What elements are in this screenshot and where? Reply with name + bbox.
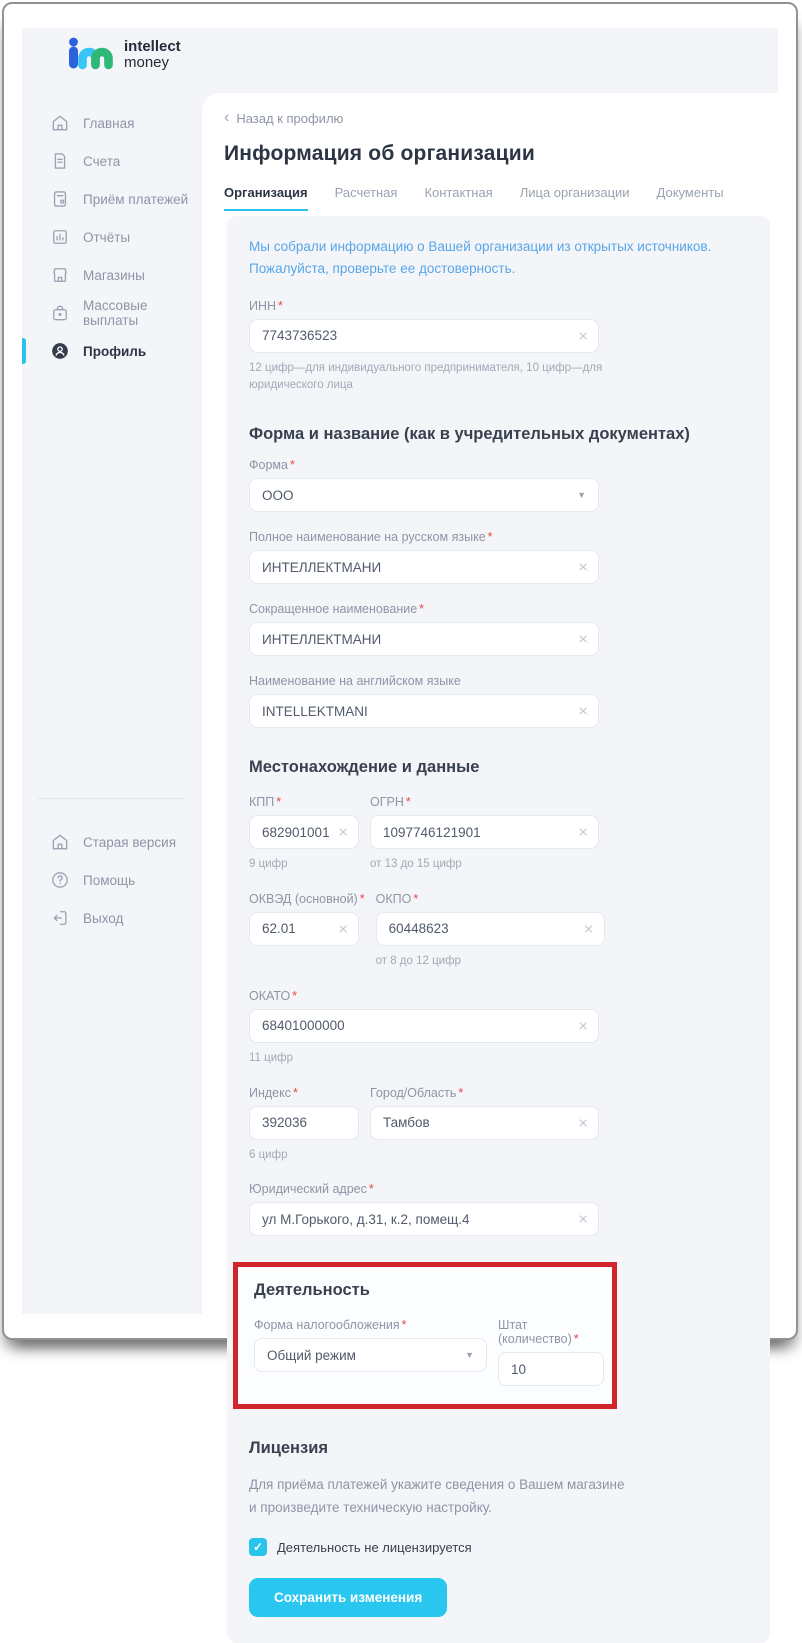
- tab-bar: [224, 185, 778, 211]
- tab-org-persons[interactable]: Лица организации: [519, 185, 630, 200]
- sidebar-item-label: Старая версия: [83, 834, 177, 850]
- tax-form-select[interactable]: [254, 1338, 487, 1372]
- license-line-1: Для приёма платежей укажите сведения о Вашем магазине: [249, 1477, 625, 1493]
- section-title-license: Лицензия: [249, 1439, 328, 1458]
- brand-bottom: money: [124, 54, 170, 71]
- sidebar-item-shops[interactable]: [22, 256, 202, 294]
- sidebar-item-label: Счета: [83, 153, 121, 169]
- app-window: [22, 28, 778, 1606]
- inn-hint: 12 цифр—для индивидуального предпринимателя, 10 цифр—для юридического лица: [249, 361, 603, 392]
- full-name-field: [249, 530, 748, 584]
- sidebar-item-label: Выход: [83, 910, 124, 926]
- staff-count-label: Штат (количество): [498, 1318, 572, 1347]
- section-title-name: Форма и название (как в учредительных документах): [249, 425, 690, 444]
- active-indicator: [22, 338, 26, 364]
- required-mark: *: [359, 891, 365, 906]
- required-mark: *: [419, 602, 425, 617]
- okpo-input[interactable]: [377, 913, 604, 945]
- payouts-icon: [50, 303, 70, 323]
- clear-icon[interactable]: ×: [578, 822, 588, 842]
- required-mark: *: [458, 1085, 464, 1100]
- back-link-label: Назад к профилю: [236, 110, 344, 126]
- sidebar-item-logout[interactable]: [22, 899, 202, 937]
- sidebar-item-payments[interactable]: [22, 180, 202, 218]
- english-name-input[interactable]: [250, 695, 598, 727]
- required-mark: *: [573, 1332, 579, 1347]
- inn-input[interactable]: [250, 320, 598, 352]
- sidebar-item-reports[interactable]: [22, 218, 202, 256]
- sidebar-item-label: Главная: [83, 115, 135, 131]
- tab-contact[interactable]: Контактная: [424, 185, 493, 200]
- required-mark: *: [368, 1182, 374, 1197]
- sidebar-item-main[interactable]: [22, 104, 202, 142]
- forma-select-value[interactable]: [250, 479, 598, 511]
- sidebar-item-label: Приём платежей: [83, 191, 189, 207]
- clear-icon[interactable]: ×: [583, 919, 594, 939]
- okato-label: ОКАТО: [249, 988, 291, 1003]
- okato-hint: 11 цифр: [249, 1051, 294, 1064]
- sidebar-item-help[interactable]: [22, 861, 202, 899]
- english-name-label: Наименование на английском языке: [249, 674, 461, 689]
- okpo-label: ОКПО: [375, 891, 412, 906]
- postal-code-hint: 6 цифр: [249, 1148, 288, 1161]
- okato-input[interactable]: [250, 1010, 598, 1042]
- kpp-hint: 9 цифр: [249, 858, 288, 871]
- sidebar-nav: [22, 104, 202, 370]
- tab-organization[interactable]: Организация: [224, 185, 308, 211]
- license-checkbox-label: Деятельность не лицензируется: [277, 1539, 472, 1555]
- clear-icon[interactable]: ×: [338, 822, 348, 842]
- check-icon: ✓: [252, 1540, 264, 1555]
- required-mark: *: [276, 795, 282, 810]
- home-icon: [50, 832, 70, 852]
- required-mark: *: [292, 988, 298, 1003]
- sidebar-item-payouts[interactable]: [22, 294, 202, 332]
- sidebar-item-label: Магазины: [83, 267, 145, 283]
- short-name-label: Сокращенное наименование: [249, 602, 418, 617]
- intellectmoney-logo[interactable]: [66, 36, 181, 74]
- okpo-hint: от 8 до 12 цифр: [375, 954, 461, 967]
- license-checkbox-row[interactable]: [249, 1538, 748, 1556]
- red-annotation-box: [233, 1262, 617, 1409]
- clear-icon[interactable]: ×: [338, 919, 348, 939]
- tax-form-field: [254, 1318, 487, 1386]
- chevron-down-icon: ▼: [577, 489, 586, 500]
- notice-line-1: Мы собрали информацию о Вашей организации из открытых источников.: [249, 239, 712, 254]
- clear-icon[interactable]: ×: [578, 1113, 588, 1133]
- logout-icon: [50, 908, 70, 928]
- ogrn-input[interactable]: [371, 816, 598, 848]
- inn-field: [249, 299, 748, 396]
- postal-code-field: [249, 1086, 359, 1165]
- license-line-2: и произведите техническую настройку.: [249, 1500, 492, 1516]
- postal-code-input[interactable]: [250, 1107, 358, 1139]
- okved-label: ОКВЭД (основной): [249, 891, 358, 906]
- full-name-label: Полное наименование на русском языке: [249, 530, 486, 545]
- legal-address-label: Юридический адрес: [249, 1182, 367, 1197]
- brand-name: [124, 39, 181, 71]
- tax-form-label: Форма налогообложения: [254, 1318, 400, 1333]
- required-mark: *: [293, 1085, 298, 1100]
- okpo-field: [376, 892, 605, 971]
- inn-label: ИНН: [249, 298, 277, 313]
- clear-icon[interactable]: ×: [578, 629, 588, 649]
- license-checkbox[interactable]: [249, 1538, 267, 1556]
- ogrn-field: [370, 795, 599, 874]
- reports-icon: [50, 227, 70, 247]
- full-name-input[interactable]: [250, 551, 598, 583]
- help-icon: [50, 870, 70, 890]
- chevron-down-icon: ▼: [465, 1350, 474, 1361]
- back-to-profile-link[interactable]: [224, 110, 343, 126]
- clear-icon[interactable]: ×: [578, 557, 588, 577]
- logo-mark-icon: [66, 36, 114, 74]
- sidebar-item-profile[interactable]: [22, 332, 202, 370]
- forma-field: [249, 458, 748, 512]
- main-panel: [202, 93, 778, 1606]
- chevron-left-icon: ‹: [224, 109, 230, 126]
- staff-count-field: [498, 1318, 604, 1386]
- clear-icon[interactable]: ×: [578, 1209, 588, 1229]
- city-label: Город/Область: [370, 1085, 457, 1100]
- license-description: [249, 1474, 748, 1520]
- english-name-field: [249, 674, 748, 728]
- forma-select[interactable]: [249, 478, 599, 512]
- section-title-activity: Деятельность: [254, 1281, 370, 1300]
- clear-icon[interactable]: ×: [578, 1016, 588, 1036]
- home-icon: [50, 113, 70, 133]
- sidebar-item-label: Массовые выплаты: [83, 298, 148, 328]
- section-title-location: Местонахождение и данные: [249, 758, 480, 777]
- shops-icon: [50, 265, 70, 285]
- required-mark: *: [405, 795, 411, 810]
- tax-form-select-value[interactable]: [255, 1339, 486, 1371]
- kpp-field: [249, 795, 359, 874]
- sidebar-item-label: Отчёты: [83, 229, 131, 245]
- okato-field: [249, 989, 748, 1068]
- required-mark: *: [401, 1318, 407, 1333]
- clear-icon[interactable]: ×: [578, 326, 588, 346]
- screenshot-frame: [2, 2, 798, 1606]
- sidebar-item-invoices[interactable]: [22, 142, 202, 180]
- forma-label: Форма: [249, 458, 288, 473]
- brand-top: intellect: [124, 38, 181, 56]
- save-button[interactable]: Сохранить изменения: [249, 1578, 447, 1617]
- staff-count-input[interactable]: [499, 1353, 603, 1385]
- short-name-input[interactable]: [250, 623, 598, 655]
- tab-settlement[interactable]: Расчетная: [334, 185, 398, 200]
- invoice-icon: [50, 151, 70, 171]
- legal-address-field: [249, 1182, 748, 1236]
- short-name-field: [249, 602, 748, 656]
- required-mark: *: [413, 891, 419, 906]
- city-input[interactable]: [371, 1107, 598, 1139]
- required-mark: *: [289, 458, 295, 473]
- clear-icon[interactable]: ×: [578, 701, 588, 721]
- notice-line-2: Пожалуйста, проверьте ее достоверность.: [249, 261, 516, 277]
- sidebar-footer: [22, 798, 202, 937]
- sidebar-item-label: Помощь: [83, 872, 136, 888]
- required-mark: *: [487, 530, 493, 545]
- info-notice: [249, 236, 748, 281]
- organization-form: [227, 216, 770, 1643]
- kpp-label: КПП: [249, 795, 275, 810]
- sidebar-divider: [38, 798, 184, 799]
- payments-icon: [50, 189, 70, 209]
- legal-address-input[interactable]: [250, 1203, 598, 1235]
- page-title: Информация об организации: [224, 142, 535, 165]
- required-mark: *: [278, 298, 283, 313]
- sidebar-item-label: Профиль: [83, 343, 147, 359]
- tab-documents[interactable]: Документы: [656, 185, 724, 200]
- profile-icon: [50, 341, 70, 361]
- okved-field: [249, 892, 365, 971]
- ogrn-hint: от 13 до 15 цифр: [370, 858, 462, 871]
- postal-code-label: Индекс: [249, 1085, 291, 1100]
- ogrn-label: ОГРН: [370, 795, 404, 810]
- sidebar-item-old-version[interactable]: [22, 823, 202, 861]
- city-field: [370, 1086, 599, 1165]
